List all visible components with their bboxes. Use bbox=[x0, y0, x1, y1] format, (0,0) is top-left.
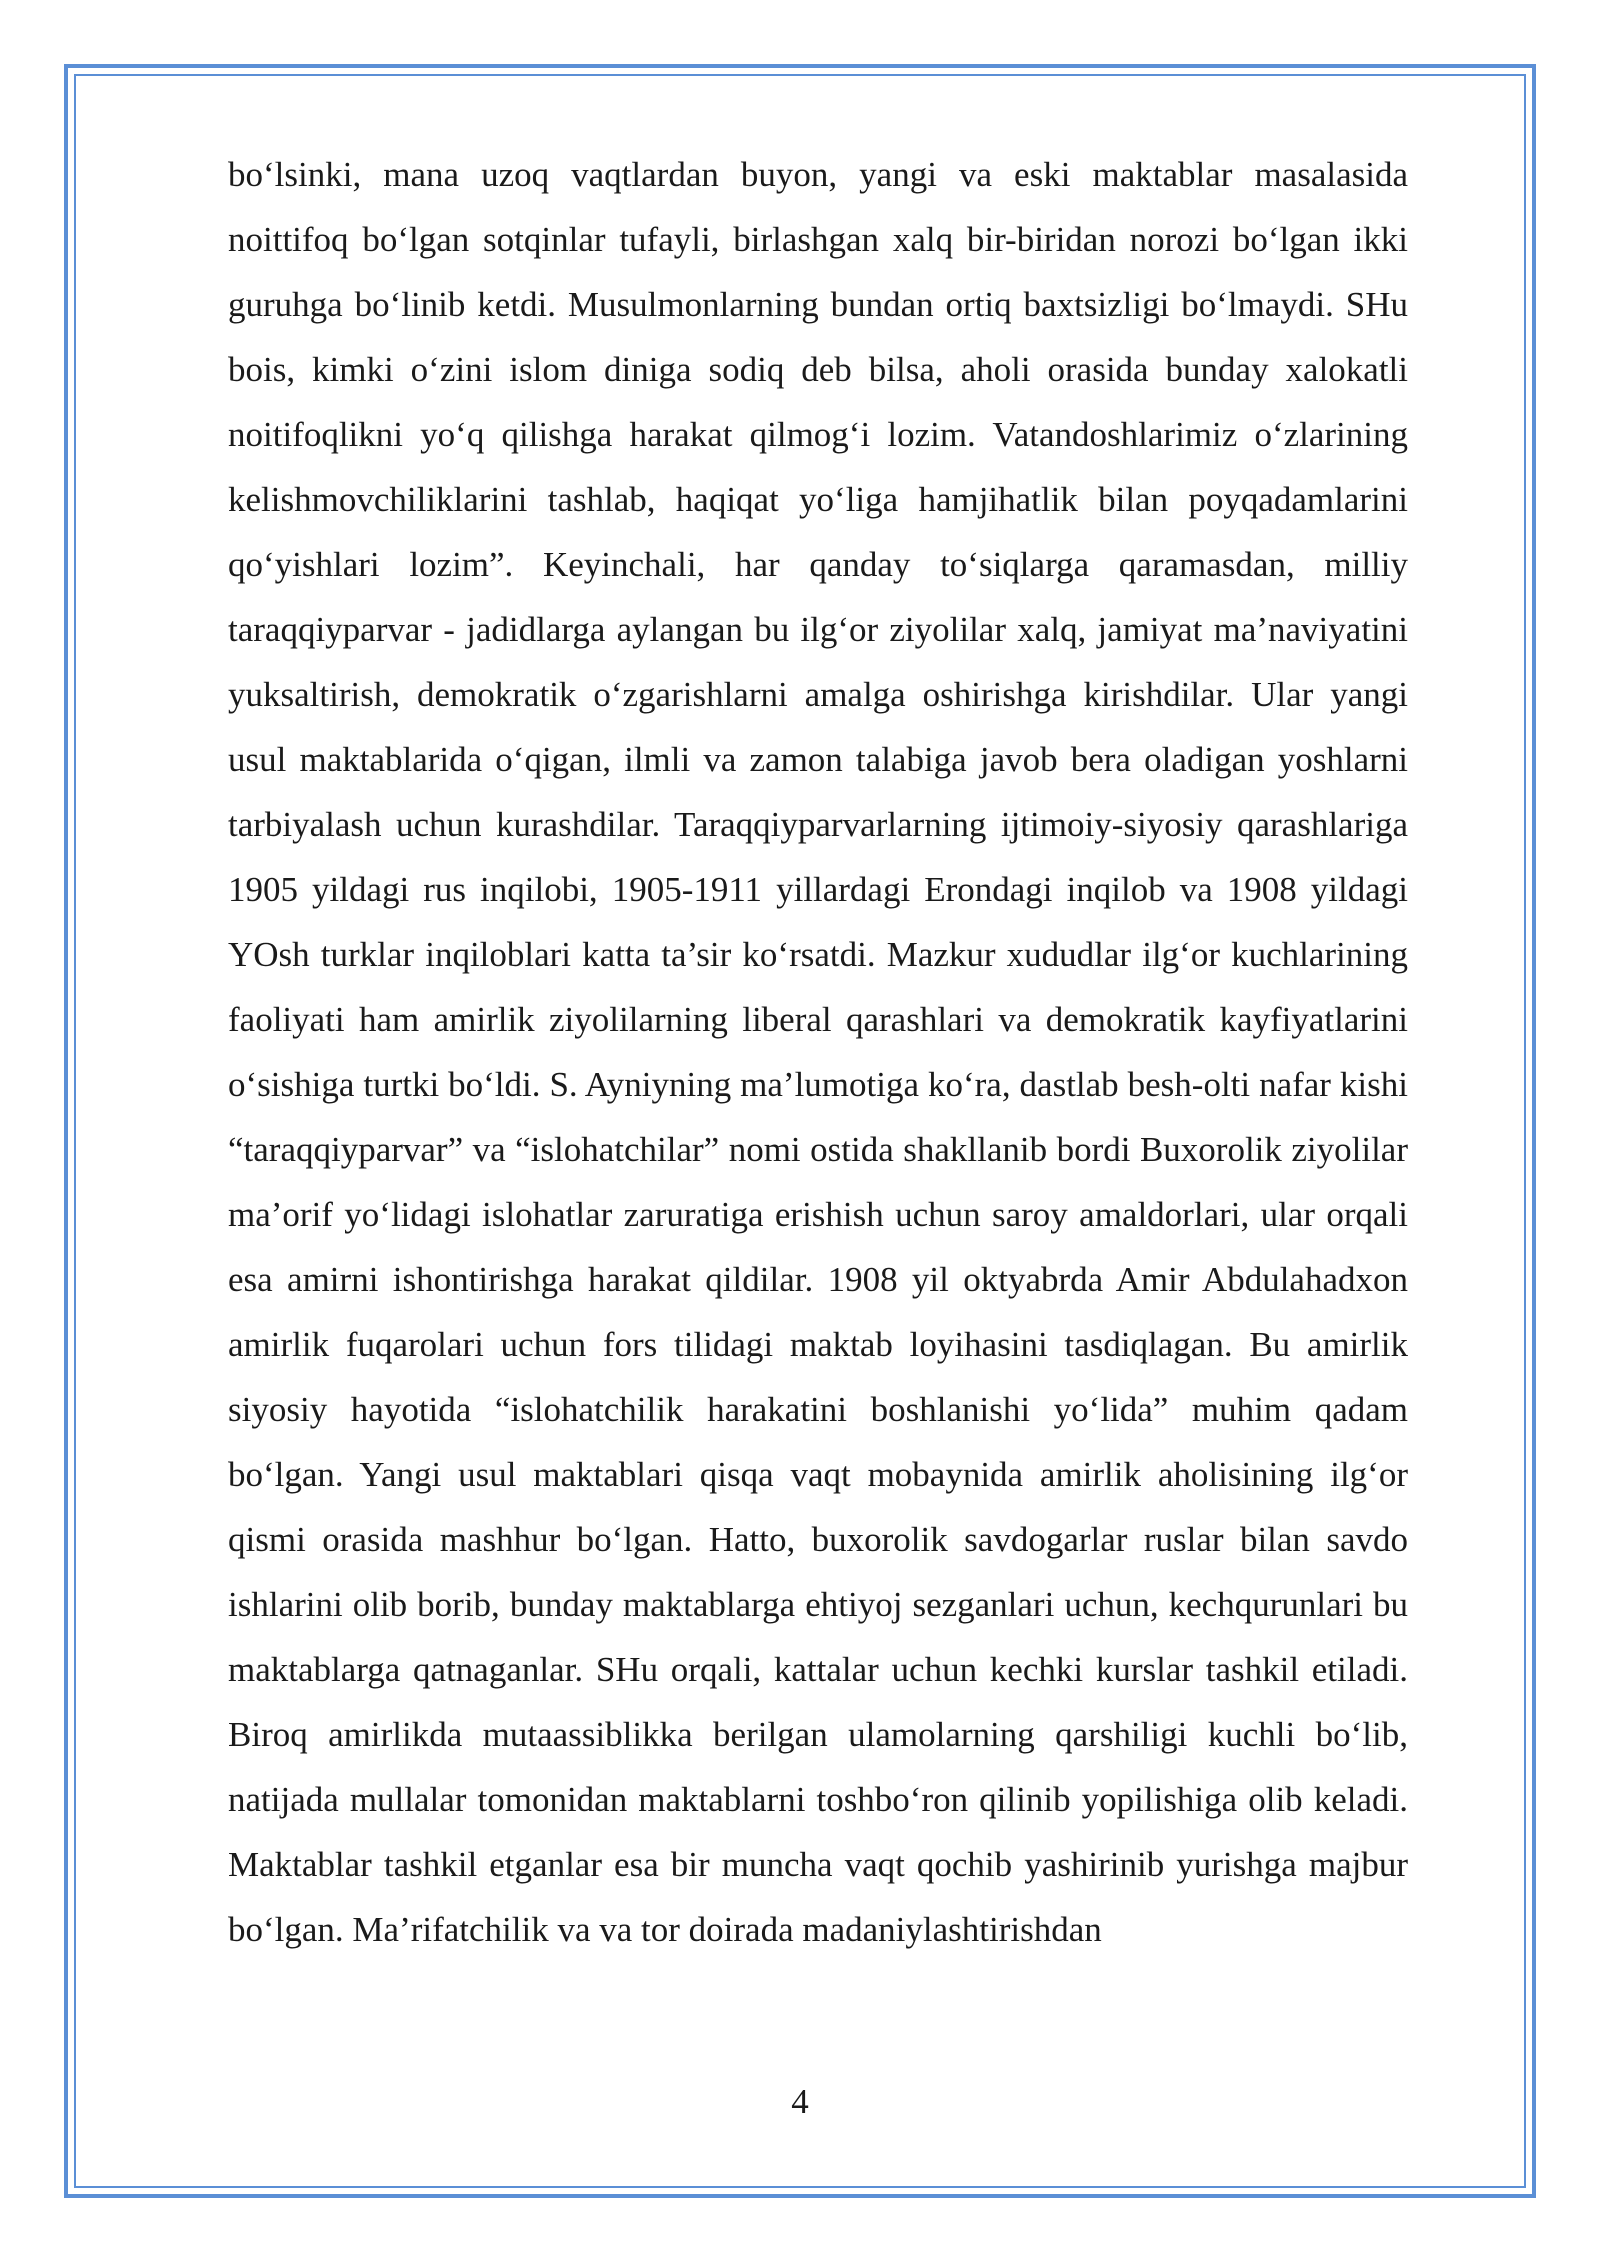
body-paragraph: bo‘lsinki, mana uzoq vaqtlardan buyon, yangi va eski maktablar masalasida noittifoq bo‘lgan sotqinlar tufayli, birlashgan xalq bir-biridan norozi bo‘lgan ikki guruhga bo‘linib ketdi. Musulmonlarning bundan ortiq baxtsizligi bo‘lmaydi. SHu bois, kimki o‘zini islom diniga sodiq deb bilsa, aholi orasida bunday xalokatli noitifoqlikni yo‘q qilishga harakat qilmog‘i lozim. Vatandoshlarimiz o‘zlarining kelishmovchiliklarini tashlab, haqiqat yo‘liga hamjihatlik bilan poyqadamlarini qo‘yishlari lozim”. Keyinchali, har qanday to‘siqlarga qaramasdan, milliy taraqqiyparvar - jadidlarga aylangan bu ilg‘or ziyolilar xalq, jamiyat ma’naviyatini yuksaltirish, demokratik o‘zgarishlarni amalga oshirishga kirishdilar. Ular yangi usul maktablarida o‘qigan, ilmli va zamon talabiga javob bera oladigan yoshlarni tarbiyalash uchun kurashdilar. Taraqqiyparvarlarning ijtimoiy-siyosiy qarashlariga 1905 yildagi rus inqilobi, 1905-1911 yillardagi Erondagi inqilob va 1908 yildagi YOsh turklar inqiloblari katta ta’sir ko‘rsatdi. Mazkur xududlar ilg‘or kuchlarining faoliyati ham amirlik ziyolilarning liberal qarashlari va demokratik kayfiyatlarini o‘sishiga turtki bo‘ldi. S. Ayniyning ma’lumotiga ko‘ra, dastlab besh-olti nafar kishi “taraqqiyparvar” va “islohatchilar” nomi ostida shakllanib bordi Buxorolik ziyolilar ma’orif yo‘lidagi islohatlar zaruratiga erishish uchun saroy amaldorlari, ular orqali esa amirni ishontirishga harakat qildilar. 1908 yil oktyabrda Amir Abdulahadxon amirlik fuqarolari uchun fors tilidagi maktab loyihasini tasdiqlagan. Bu amirlik siyosiy hayotida “islohatchilik harakatini boshlanishi yo‘lida” muhim qadam bo‘lgan. Yangi usul maktablari qisqa vaqt mobaynida amirlik aholisining ilg‘or qismi orasida mashhur bo‘lgan. Hatto, buxorolik savdogarlar ruslar bilan savdo ishlarini olib borib, bunday maktablarga ehtiyoj sezganlari uchun, kechqurunlari bu maktablarga qatnaganlar. SHu orqali, kattalar uchun kechki kurslar tashkil etiladi. Biroq amirlikda mutaassiblikka berilgan ulamolarning qarshiligi kuchli bo‘lib, natijada mullalar tomonidan maktablarni toshbo‘ron qilinib yopilishiga olib keladi. Maktablar tashkil etganlar esa bir muncha vaqt qochib yashirinib yurishga majbur bo‘lgan. Ma’rifatchilik va va tor doirada madaniylashtirishdan bbox=[228, 155, 1408, 1949]
page-number: 4 bbox=[791, 2082, 809, 2121]
